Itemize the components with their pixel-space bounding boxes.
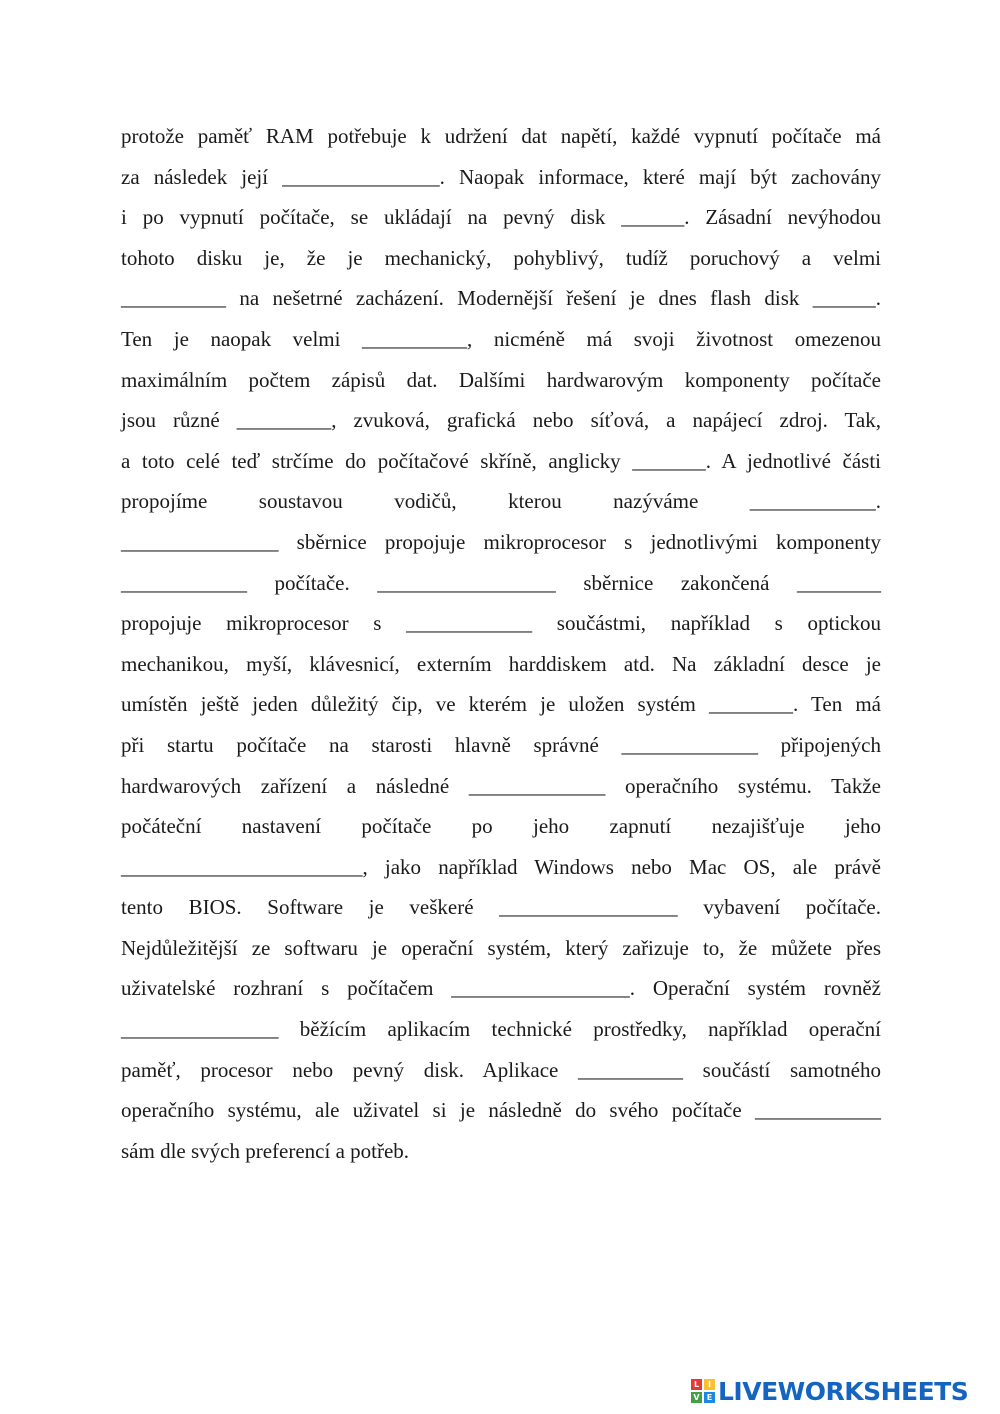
text-line: tohoto disku je, že je mechanický, pohyblivý, tudíž poruchový a velmi [121,245,881,270]
liveworksheets-logo[interactable] [691,1376,968,1406]
worksheet-text [121,116,881,1171]
text-line: počáteční nastavení počítače po jeho zapnutí nezajišťuje jeho [121,814,881,839]
text-line: _______________________, jako například Windows nebo Mac OS, ale právě [121,854,881,879]
text-line: _______________ běžícím aplikacím technické prostředky, například operační [121,1017,881,1042]
text-line: Nejdůležitější ze softwaru je operační systém, který zařizuje to, že můžete přes [121,935,881,960]
text-line: ____________ počítače. _________________ sběrnice zakončená ________ [121,570,881,595]
logo-text: LIVEWORKSHEETS [718,1376,969,1406]
text-line: paměť, procesor nebo pevný disk. Aplikace __________ součástí samotného [121,1057,881,1082]
text-line: __________ na nešetrné zacházení. Modernější řešení je dnes flash disk ______. [121,286,881,311]
text-line: za následek její _______________. Naopak informace, které mají být zachovány [121,164,881,189]
logo-mark-letter: V [691,1392,702,1403]
text-line: a toto celé teď strčíme do počítačové skříně, anglicky _______. A jednotlivé části [121,448,881,473]
logo-mark-letter: I [704,1379,715,1390]
text-line: umístěn ještě jeden důležitý čip, ve kterém je uložen systém ________. Ten má [121,692,881,717]
text-line: mechanikou, myší, klávesnicí, externím harddiskem atd. Na základní desce je [121,651,881,676]
text-line: propojuje mikroprocesor s ____________ součástmi, například s optickou [121,611,881,636]
logo-mark-letter: E [704,1392,715,1403]
text-line: při startu počítače na starosti hlavně správné _____________ připojených [121,732,881,757]
text-line: maximálním počtem zápisů dat. Dalšími hardwarovým komponenty počítače [121,367,881,392]
logo-mark-icon [691,1379,715,1403]
text-line: Ten je naopak velmi __________, nicméně má svoji životnost omezenou [121,326,881,351]
text-line: i po vypnutí počítače, se ukládají na pevný disk ______. Zásadní nevýhodou [121,205,881,230]
text-line: sám dle svých preferencí a potřeb. [121,1138,410,1163]
text-line: hardwarových zařízení a následné _____________ operačního systému. Takže [121,773,881,798]
text-line: propojíme soustavou vodičů, kterou nazýváme ____________. [121,489,881,514]
text-line: operačního systému, ale uživatel si je následně do svého počítače ____________ [121,1098,881,1123]
text-line: tento BIOS. Software je veškeré _________________ vybavení počítače. [121,895,881,920]
text-line: protože paměť RAM potřebuje k udržení dat napětí, každé vypnutí počítače má [121,124,881,148]
text-line: uživatelské rozhraní s počítačem _________________. Operační systém rovněž [121,976,881,1001]
text-line: _______________ sběrnice propojuje mikroprocesor s jednotlivými komponenty [121,529,881,554]
logo-mark-letter: L [691,1379,702,1390]
text-line: jsou různé _________, zvuková, grafická nebo síťová, a napájecí zdroj. Tak, [121,408,881,433]
